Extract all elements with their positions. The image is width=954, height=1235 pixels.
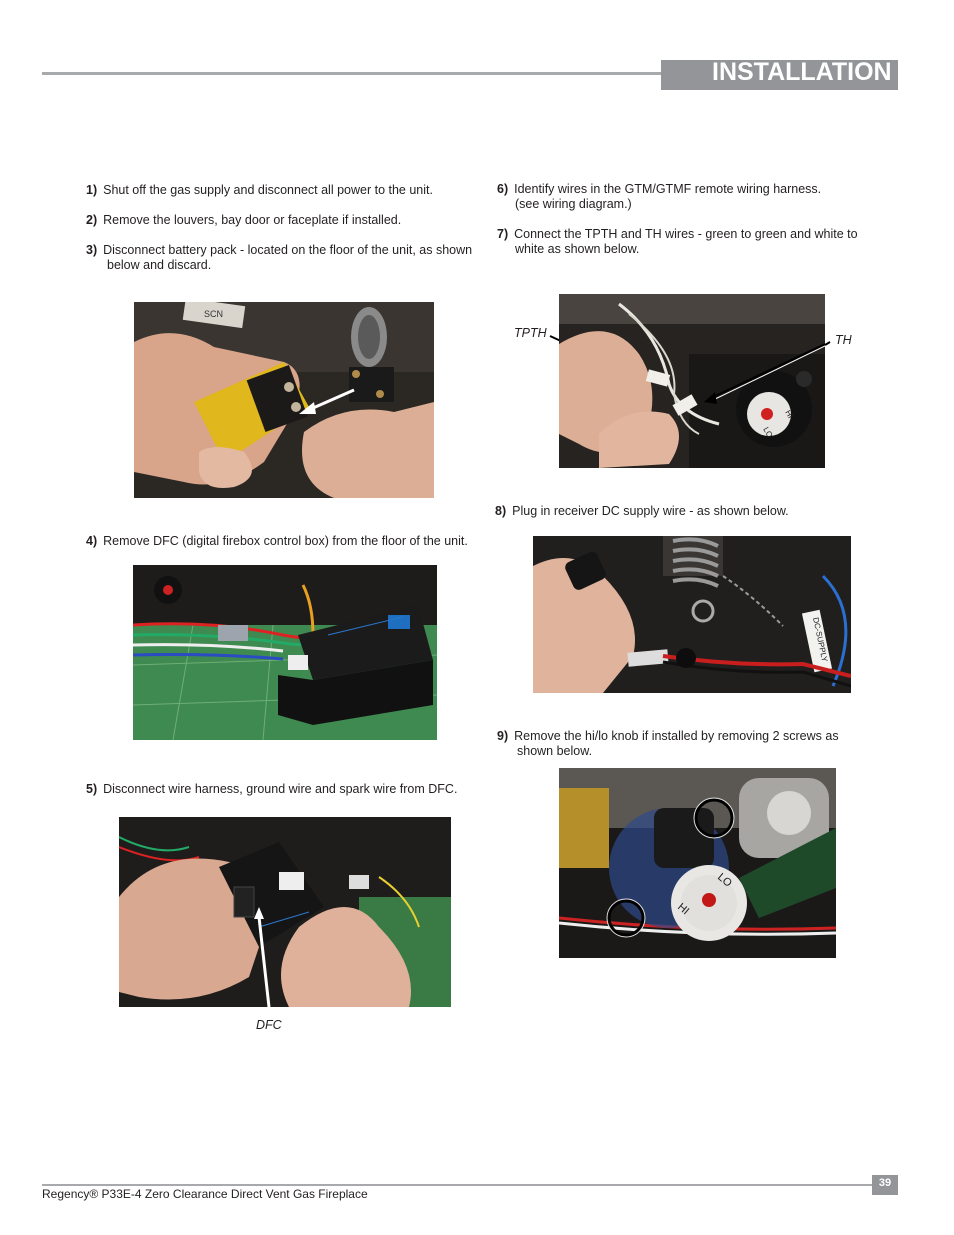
disconnect-dfc-photo: [119, 817, 451, 1007]
dc-supply-label: DC-SUPPLY: [811, 616, 830, 663]
knob-photo-lo: LO: [715, 871, 735, 890]
step-3: [86, 243, 472, 273]
step-number: 2): [86, 213, 98, 227]
hi-lo-knob-photo: [559, 768, 836, 958]
step-text-continued: (see wiring diagram.): [515, 197, 632, 211]
step-number: 5): [86, 782, 98, 796]
step-text: Plug in receiver DC supply wire - as shown below.: [512, 504, 789, 518]
step-4: [86, 534, 468, 549]
step-number: 6): [497, 182, 509, 196]
header-rule: [42, 72, 662, 75]
knob-photo-hi: HI: [675, 901, 692, 918]
dc-supply-photo: [533, 536, 851, 693]
step-text: Remove DFC (digital firebox control box) from the floor of the unit.: [103, 534, 468, 548]
step-7: [497, 227, 858, 257]
tpth-caption: TPTH: [514, 326, 547, 340]
step-text-continued: white as shown below.: [515, 242, 640, 256]
step-number: 8): [495, 504, 507, 518]
step-text: Identify wires in the GTM/GTMF remote wiring harness.: [514, 182, 822, 196]
dfc-box-photo: [133, 565, 437, 740]
step-8: [495, 504, 789, 519]
step-text: Disconnect battery pack - located on the floor of the unit, as shown: [103, 243, 473, 257]
step-text: Remove the hi/lo knob if installed by removing 2 screws as: [514, 729, 839, 743]
dfc-caption: DFC: [256, 1018, 282, 1032]
step-text: Disconnect wire harness, ground wire and spark wire from DFC.: [103, 782, 458, 796]
step-text: Remove the louvers, bay door or faceplate if installed.: [103, 213, 402, 227]
step-number: 3): [86, 243, 98, 257]
step-9: [497, 729, 839, 759]
th-callout-arrow: [730, 340, 835, 390]
step-5: [86, 782, 457, 797]
th-caption: TH: [835, 333, 852, 347]
page-number: 39: [878, 1177, 892, 1189]
battery-pack-photo: [134, 302, 434, 498]
battery-label-text: SCN: [204, 309, 224, 319]
knob-hi-text: HI: [783, 408, 796, 420]
step-number: 7): [497, 227, 509, 241]
page-title: INSTALLATION: [712, 58, 892, 86]
step-1: [86, 183, 433, 198]
knob-lo-text: LO: [761, 425, 775, 440]
step-number: 9): [497, 729, 509, 743]
step-text: Connect the TPTH and TH wires - green to green and white to: [514, 227, 858, 241]
step-number: 1): [86, 183, 98, 197]
step-text: Shut off the gas supply and disconnect all power to the unit.: [103, 183, 433, 197]
footer-title: Regency® P33E-4 Zero Clearance Direct Vent Gas Fireplace: [42, 1187, 368, 1201]
step-text-continued: shown below.: [517, 744, 593, 758]
footer-rule: [42, 1184, 872, 1186]
step-6: [497, 182, 821, 212]
step-number: 4): [86, 534, 98, 548]
step-text-continued: below and discard.: [107, 258, 212, 272]
step-2: [86, 213, 401, 228]
